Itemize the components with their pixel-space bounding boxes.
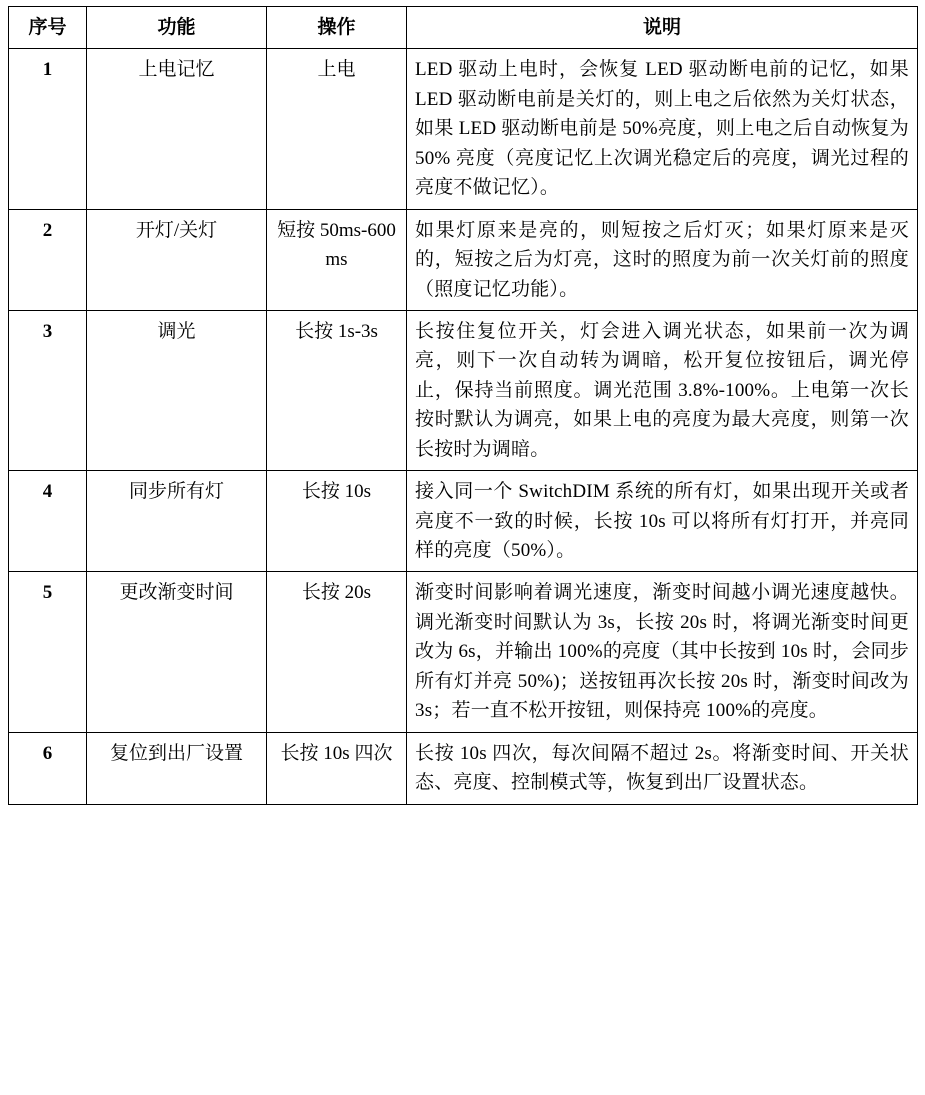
cell-function: 开灯/关灯	[87, 209, 267, 310]
cell-function: 复位到出厂设置	[87, 732, 267, 804]
table-row	[9, 49, 918, 209]
cell-function: 更改渐变时间	[87, 572, 267, 732]
cell-operation: 长按 1s-3s	[267, 310, 407, 470]
cell-description: 长按 10s 四次，每次间隔不超过 2s。将渐变时间、开关状态、亮度、控制模式等，恢复到出厂设置状态。	[407, 732, 918, 804]
function-spec-table	[8, 6, 918, 805]
cell-operation: 短按 50ms-600 ms	[267, 209, 407, 310]
table-row	[9, 471, 918, 572]
cell-function: 上电记忆	[87, 49, 267, 209]
table-row	[9, 209, 918, 310]
table-body	[9, 49, 918, 804]
cell-operation: 上电	[267, 49, 407, 209]
column-header-index: 序号	[9, 7, 87, 49]
cell-description: LED 驱动上电时，会恢复 LED 驱动断电前的记忆，如果 LED 驱动断电前是关灯的，则上电之后依然为关灯状态，如果 LED 驱动断电前是 50%亮度，则上电之后自动恢复为 50% 亮度（亮度记忆上次调光稳定后的亮度，调光过程的亮度不做记忆）。	[407, 49, 918, 209]
cell-description: 如果灯原来是亮的，则短按之后灯灭；如果灯原来是灭的，短按之后为灯亮，这时的照度为前一次关灯前的照度（照度记忆功能）。	[407, 209, 918, 310]
column-header-operation: 操作	[267, 7, 407, 49]
cell-function: 调光	[87, 310, 267, 470]
cell-description: 接入同一个 SwitchDIM 系统的所有灯，如果出现开关或者亮度不一致的时候，长按 10s 可以将所有灯打开，并亮同样的亮度（50%）。	[407, 471, 918, 572]
cell-index: 3	[9, 310, 87, 470]
cell-index: 5	[9, 572, 87, 732]
cell-operation: 长按 10s 四次	[267, 732, 407, 804]
cell-index: 6	[9, 732, 87, 804]
cell-description: 渐变时间影响着调光速度，渐变时间越小调光速度越快。调光渐变时间默认为 3s，长按 20s 时，将调光渐变时间更改为 6s，并输出 100%的亮度（其中长按到 10s 时，会同步所有灯并亮 50%)；送按钮再次长按 20s 时，渐变时间改为 3s；若一直不松开按钮，则保持亮 100%的亮度。	[407, 572, 918, 732]
cell-index: 4	[9, 471, 87, 572]
column-header-function: 功能	[87, 7, 267, 49]
cell-index: 2	[9, 209, 87, 310]
table-row	[9, 310, 918, 470]
cell-function: 同步所有灯	[87, 471, 267, 572]
table-row	[9, 732, 918, 804]
table-header	[9, 7, 918, 49]
cell-operation: 长按 20s	[267, 572, 407, 732]
cell-index: 1	[9, 49, 87, 209]
table-row	[9, 572, 918, 732]
table-header-row	[9, 7, 918, 49]
column-header-description: 说明	[407, 7, 918, 49]
cell-operation: 长按 10s	[267, 471, 407, 572]
cell-description: 长按住复位开关，灯会进入调光状态，如果前一次为调亮，则下一次自动转为调暗，松开复位按钮后，调光停止，保持当前照度。调光范围 3.8%-100%。上电第一次长按时默认为调亮，如果上电的亮度为最大亮度，则第一次长按时为调暗。	[407, 310, 918, 470]
